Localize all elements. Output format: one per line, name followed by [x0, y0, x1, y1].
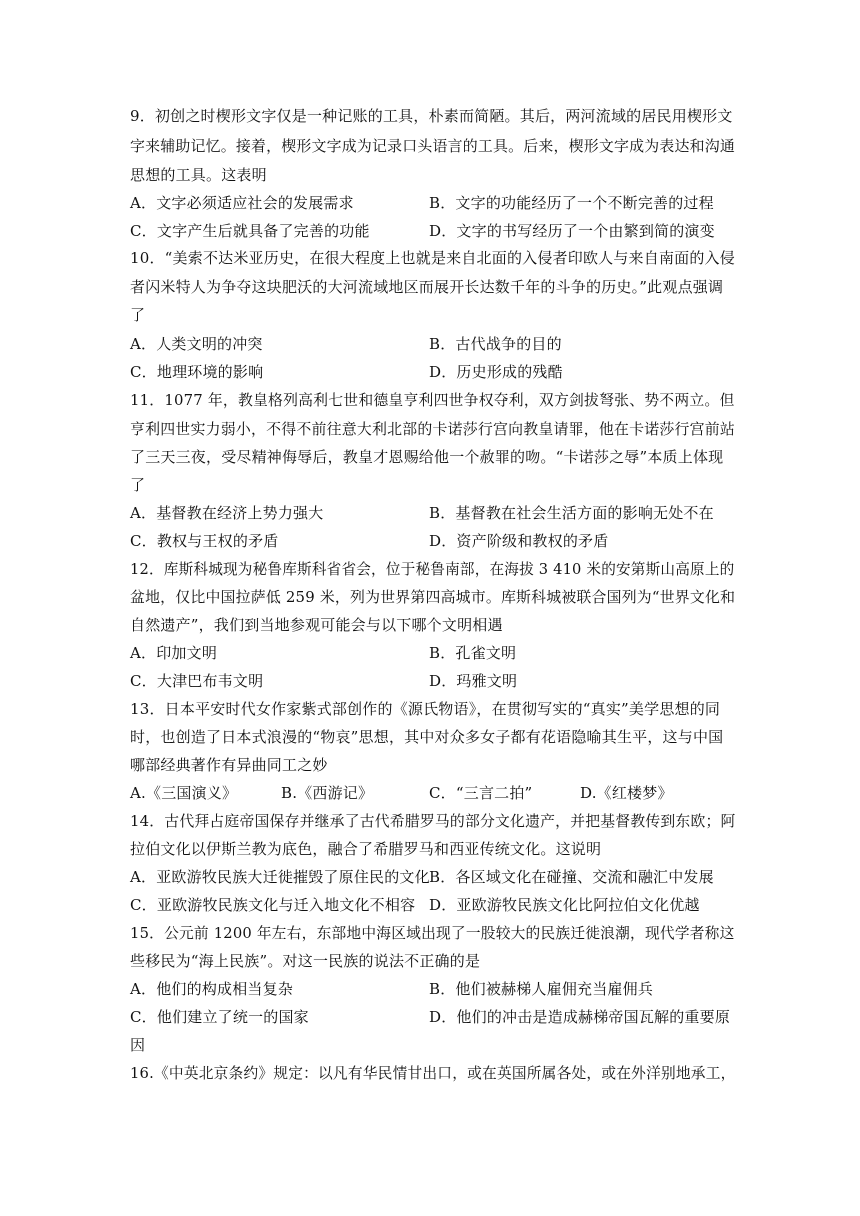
- q14-option-b: B．各区域文化在碰撞、交流和融汇中发展: [429, 868, 714, 886]
- q9-stem-line-3: 思想的工具。这表明: [130, 166, 267, 184]
- q15-option-d-wrap: 因: [130, 1036, 146, 1054]
- q10-option-d: D．历史形成的残酷: [429, 363, 563, 381]
- q13-option-a: A.《三国演义》: [130, 784, 238, 802]
- q12-option-c: C．大津巴布韦文明: [130, 672, 264, 690]
- q15-option-b: B．他们被赫梯人雇佣充当雇佣兵: [429, 980, 654, 998]
- q12-option-a: A．印加文明: [130, 644, 218, 662]
- q11-stem-line-3: 了三天三夜，受尽精神侮辱后，教皇才恩赐给他一个赦罪的吻。“卡诺莎之辱”本质上体现: [130, 448, 724, 466]
- q13-stem-line-2: 时，也创造了日本式浪漫的“物哀”思想，其中对众多女子都有花语隐喻其生平，这与中国: [130, 728, 724, 746]
- q11-option-b: B．基督教在社会生活方面的影响无处不在: [429, 504, 714, 522]
- q10-option-c: C．地理环境的影响: [130, 363, 264, 381]
- q12-option-d: D．玛雅文明: [429, 672, 518, 690]
- q13-stem-line-1: 13．日本平安时代女作家紫式部创作的《源氏物语》，在贯彻写实的“真实”美学思想的同: [130, 700, 721, 718]
- q14-stem-line-2: 拉伯文化以伊斯兰教为底色，融合了希腊罗马和西亚传统文化。这说明: [130, 840, 602, 858]
- q9-option-a: A．文字必须适应社会的发展需求: [130, 194, 354, 212]
- q9-option-c: C．文字产生后就具备了完善的功能: [130, 222, 370, 240]
- q10-stem-line-3: 了: [130, 306, 146, 324]
- q14-option-c: C．亚欧游牧民族文化与迁入地文化不相容: [130, 896, 416, 914]
- q12-option-b: B．孔雀文明: [429, 644, 517, 662]
- q12-stem-line-2: 盆地，仅比中国拉萨低 259 米，列为世界第四高城市。库斯科城被联合国列为“世界文化和: [130, 588, 736, 606]
- q12-stem-line-1: 12．库斯科城现为秘鲁库斯科省省会，位于秘鲁南部，在海拔 3 410 米的安第斯山高原上的: [130, 560, 735, 578]
- q10-option-b: B．古代战争的目的: [429, 335, 562, 353]
- q13-option-b: B.《西游记》: [281, 784, 374, 802]
- q11-option-c: C．教权与王权的矛盾: [130, 532, 279, 550]
- q15-option-a: A．他们的构成相当复杂: [130, 980, 294, 998]
- q11-stem-line-4: 了: [130, 476, 146, 494]
- q15-option-c: C．他们建立了统一的国家: [130, 1008, 309, 1026]
- q15-stem-line-1: 15．公元前 1200 年左右，东部地中海区域出现了一股较大的民族迁徙浪潮，现代学者称这: [130, 924, 735, 942]
- q14-stem-line-1: 14．古代拜占庭帝国保存并继承了古代希腊罗马的部分文化遗产，并把基督教传到东欧；阿: [130, 812, 736, 830]
- q10-stem-line-2: 者闪米特人为争夺这块肥沃的大河流域地区而展开长达数千年的斗争的历史。”此观点强调: [130, 278, 724, 296]
- q15-option-d: D．他们的冲击是造成赫梯帝国瓦解的重要原: [429, 1008, 731, 1026]
- q15-stem-line-2: 些移民为“海上民族”。对这一民族的说法不正确的是: [130, 952, 481, 970]
- q14-option-a: A．亚欧游牧民族大迁徙摧毁了原住民的文化: [130, 868, 430, 886]
- q9-stem-line-2: 字来辅助记忆。接着，楔形文字成为记录口头语言的工具。后来，楔形文字成为表达和沟通: [130, 137, 735, 155]
- q13-option-d: D.《红楼梦》: [580, 784, 673, 802]
- q13-stem-line-3: 哪部经典著作有异曲同工之妙: [130, 756, 328, 774]
- q13-option-c: C．“三言二拍”: [429, 784, 533, 802]
- q9-option-b: B．文字的功能经历了一个不断完善的过程: [429, 194, 714, 212]
- q9-stem-line-1: 9．初创之时楔形文字仅是一种记账的工具，朴素而简陋。其后，两河流域的居民用楔形文: [130, 107, 733, 125]
- q11-option-d: D．资产阶级和教权的矛盾: [429, 532, 609, 550]
- q11-stem-line-2: 亨利四世实力弱小，不得不前往意大利北部的卡诺莎行宫向教皇请罪，他在卡诺莎行宫前站: [130, 420, 735, 438]
- q10-option-a: A．人类文明的冲突: [130, 335, 263, 353]
- q11-stem-line-1: 11．1077 年，教皇格列高利七世和德皇亨利四世争权夺利，双方剑拔弩张、势不两立。但: [130, 391, 735, 409]
- q10-stem-line-1: 10．“美索不达米亚历史，在很大程度上也就是来自北面的入侵者印欧人与来自南面的入侵: [130, 249, 735, 267]
- q11-option-a: A．基督教在经济上势力强大: [130, 504, 324, 522]
- q9-option-d: D．文字的书写经历了一个由繁到简的演变: [429, 222, 715, 240]
- q12-stem-line-3: 自然遗产”，我们到当地参观可能会与以下哪个文明相遇: [130, 616, 503, 634]
- q14-option-d: D．亚欧游牧民族文化比阿拉伯文化优越: [429, 896, 700, 914]
- q16-stem-line-1: 16.《中英北京条约》规定：以凡有华民情甘出口，或在英国所属各处，或在外洋别地承工，: [130, 1064, 736, 1082]
